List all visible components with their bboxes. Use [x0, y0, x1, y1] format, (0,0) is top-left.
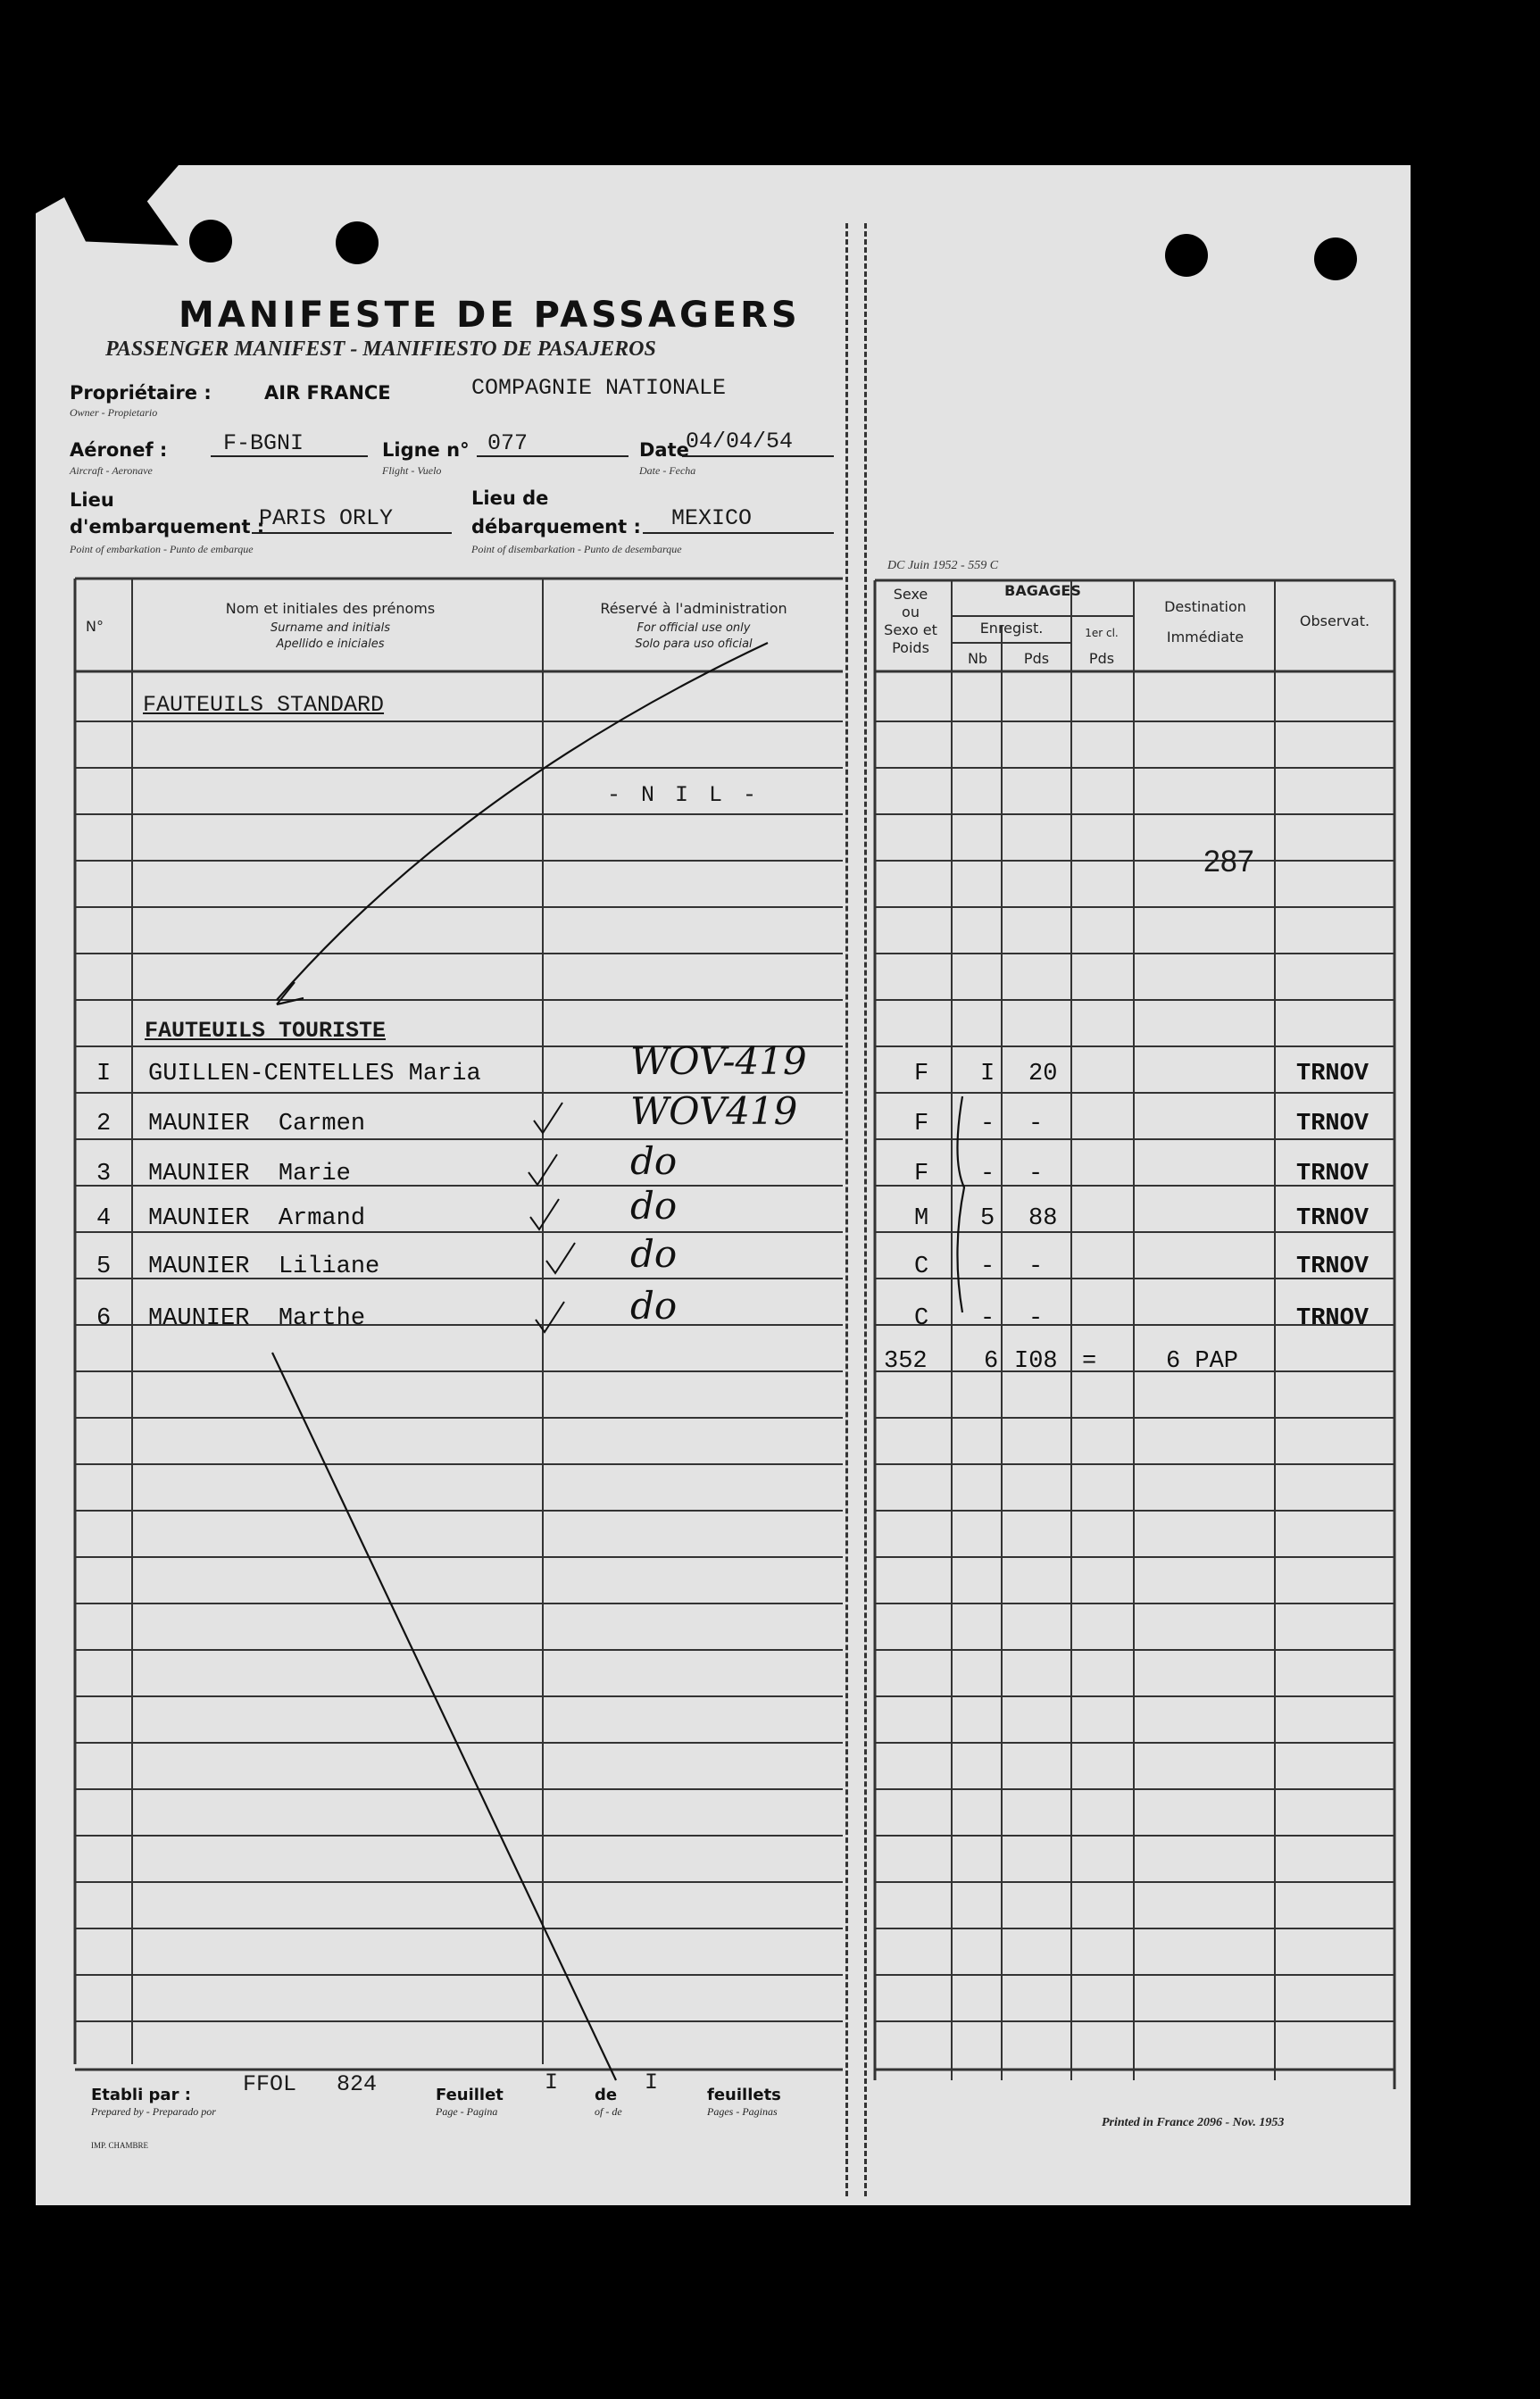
disembark-label-1: Lieu de	[471, 487, 549, 509]
flight-label: Ligne n°	[382, 439, 470, 461]
owner-extra: COMPAGNIE NATIONALE	[471, 375, 727, 401]
passenger-bag-pds: -	[1028, 1161, 1044, 1187]
disembark-value: MEXICO	[671, 505, 753, 531]
passenger-bag-nb: 5	[980, 1205, 995, 1232]
aircraft-sub: Aircraft - Aeronave	[70, 464, 153, 477]
flight-sub: Flight - Vuelo	[382, 464, 442, 477]
col-bagages: BAGAGES	[1004, 582, 1081, 599]
passenger-sex: F	[914, 1161, 929, 1187]
passenger-sex: F	[914, 1061, 929, 1087]
col-admin-sub1: For official use only	[637, 621, 751, 635]
passenger-name: MAUNIER Carmen	[148, 1111, 366, 1137]
total-eq: =	[1082, 1348, 1097, 1375]
passenger-observ: TRNOV	[1296, 1061, 1369, 1087]
col-sex-2: ou	[902, 604, 920, 621]
total-nb: 6	[984, 1348, 999, 1375]
total-pds: I08	[1014, 1348, 1058, 1375]
passenger-no: 5	[96, 1254, 112, 1280]
passenger-sex: M	[914, 1205, 929, 1232]
passenger-bag-pds: -	[1028, 1305, 1044, 1332]
passenger-name: GUILLEN-CENTELLES Maria	[148, 1061, 481, 1087]
sheet-label: Feuillet	[436, 2086, 504, 2104]
passenger-bag-nb: -	[980, 1254, 995, 1280]
passenger-sex: C	[914, 1305, 929, 1332]
of-sub: of - de	[595, 2105, 622, 2118]
of-label: de	[595, 2086, 618, 2104]
aircraft-value: F-BGNI	[223, 430, 304, 456]
page-title: MANIFESTE DE PASSAGERS	[179, 295, 801, 336]
passenger-bag-pds: -	[1028, 1111, 1044, 1137]
col-sex-3: Sexo et	[884, 621, 937, 638]
passenger-no: I	[96, 1061, 112, 1087]
passenger-sex: C	[914, 1254, 929, 1280]
col-sex-4: Poids	[892, 639, 929, 656]
diagonal-strike-bottom	[272, 1353, 616, 2080]
date-value: 04/04/54	[686, 429, 794, 454]
passenger-admin: do	[630, 1139, 678, 1183]
col-name-sub2: Apellido e iniciales	[276, 637, 385, 651]
embark-label-2: d'embarquement :	[70, 516, 265, 537]
col-first-pds: Pds	[1088, 650, 1115, 667]
col-admin-sub2: Solo para uso oficial	[635, 637, 753, 651]
date-label: Date	[639, 439, 689, 461]
passenger-no: 4	[96, 1205, 112, 1232]
disembark-sub: Point of disembarkation - Punto de desembarque	[471, 543, 682, 555]
col-observ: Observat.	[1299, 612, 1370, 629]
printer-mark: IMP. CHAMBRE	[91, 2141, 149, 2150]
form-ref: DC Juin 1952 - 559 C	[887, 559, 999, 572]
passenger-bag-pds: -	[1028, 1254, 1044, 1280]
col-no: N°	[86, 618, 104, 635]
col-name: Nom et initiales des prénoms	[225, 600, 436, 617]
passenger-bag-nb: I	[980, 1061, 995, 1087]
brace-mark	[957, 1096, 964, 1312]
owner-value: AIR FRANCE	[264, 382, 391, 404]
col-admin: Réservé à l'administration	[600, 600, 787, 617]
of-value: I	[645, 2070, 659, 2095]
passenger-bag-pds: 20	[1028, 1061, 1058, 1087]
col-name-sub1: Surname and initials	[271, 621, 390, 635]
passenger-admin: WOV-419	[630, 1039, 807, 1083]
flight-value: 077	[487, 430, 529, 456]
prepared-sub: Prepared by - Preparado por	[91, 2105, 216, 2118]
embark-label-1: Lieu	[70, 489, 114, 511]
page-subtitle: PASSENGER MANIFEST - MANIFIESTO DE PASAJEROS	[105, 337, 656, 361]
passenger-admin: do	[630, 1232, 678, 1276]
passenger-observ: TRNOV	[1296, 1111, 1369, 1137]
passenger-admin: do	[630, 1184, 678, 1228]
passenger-bag-pds: 88	[1028, 1205, 1058, 1232]
total-weight: 352	[884, 1348, 928, 1375]
passenger-bag-nb: -	[980, 1111, 995, 1137]
section-nil: - N I L -	[607, 782, 761, 808]
col-enregist: Enregist.	[979, 620, 1044, 637]
passenger-observ: TRNOV	[1296, 1161, 1369, 1187]
passenger-name: MAUNIER Liliane	[148, 1254, 380, 1280]
stamp-number: 287	[1203, 845, 1254, 879]
col-nb: Nb	[967, 650, 988, 667]
prepared-value: FFOL 824	[243, 2071, 378, 2097]
passenger-no: 2	[96, 1111, 112, 1137]
total-destination: 6 PAP	[1166, 1348, 1239, 1375]
col-pds: Pds	[1023, 650, 1050, 667]
passenger-sex: F	[914, 1111, 929, 1137]
passenger-observ: TRNOV	[1296, 1205, 1369, 1232]
owner-sub: Owner - Propietario	[70, 406, 158, 419]
col-sex-1: Sexe	[893, 586, 928, 603]
col-first-class: 1er cl.	[1085, 627, 1119, 639]
passenger-no: 6	[96, 1305, 112, 1332]
embark-sub: Point of embarkation - Punto de embarque	[70, 543, 254, 555]
disembark-label-2: débarquement :	[471, 516, 641, 537]
passenger-name: MAUNIER Armand	[148, 1205, 366, 1232]
section-touriste: FAUTEUILS TOURISTE	[145, 1018, 387, 1044]
passenger-name: MAUNIER Marthe	[148, 1305, 366, 1332]
passenger-admin: WOV419	[630, 1089, 798, 1133]
aircraft-label: Aéronef :	[70, 439, 168, 461]
sheet-value: I	[545, 2070, 559, 2095]
passenger-bag-nb: -	[980, 1161, 995, 1187]
prepared-label: Etabli par :	[91, 2086, 191, 2104]
passenger-bag-nb: -	[980, 1305, 995, 1332]
embark-value: PARIS ORLY	[259, 505, 394, 531]
passenger-no: 3	[96, 1161, 112, 1187]
owner-label: Propriétaire :	[70, 382, 212, 404]
sheets-label: feuillets	[707, 2086, 781, 2104]
passenger-admin: do	[630, 1284, 678, 1328]
col-immediate: Immédiate	[1166, 629, 1244, 646]
sheets-sub: Pages - Paginas	[707, 2105, 778, 2118]
passenger-observ: TRNOV	[1296, 1254, 1369, 1280]
passenger-name: MAUNIER Marie	[148, 1161, 351, 1187]
date-sub: Date - Fecha	[639, 464, 696, 477]
col-destination: Destination	[1164, 598, 1246, 615]
section-standard: FAUTEUILS STANDARD	[143, 692, 385, 718]
passenger-observ: TRNOV	[1296, 1305, 1369, 1332]
printed-in: Printed in France 2096 - Nov. 1953	[1102, 2116, 1285, 2129]
sheet-sub: Page - Pagina	[436, 2105, 498, 2118]
